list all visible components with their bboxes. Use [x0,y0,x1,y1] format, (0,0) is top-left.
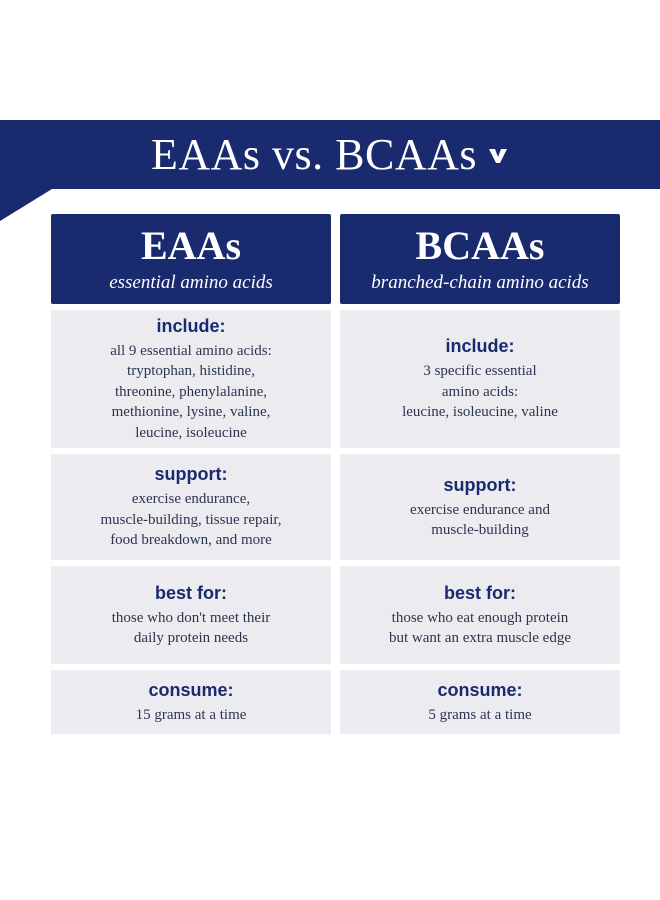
support-cell [340,454,620,560]
best-for-label: best for: [444,582,516,603]
text-line: muscle-building [431,522,529,538]
column-subtitle: branched-chain amino acids [371,272,589,293]
consume-label: consume: [437,679,523,700]
text-line: exercise endurance, [131,491,251,508]
column-subtitle: essential amino acids [109,272,273,293]
check-mark-icon [487,144,509,166]
text-line: tryptophan, histidine, [127,363,255,380]
support-cell [51,454,331,560]
consume-cell [51,670,331,734]
consume-text [428,705,531,726]
support-label: support: [154,464,228,485]
text-line: daily protein needs [133,630,249,646]
support-text [100,489,281,551]
text-line: but want an extra muscle edge [388,630,571,646]
consume-text [136,705,247,726]
banner-tab-decoration [0,189,52,221]
text-line: methionine, lysine, valine, [111,404,271,421]
text-line: exercise endurance and [410,501,550,518]
text-line: leucine, isoleucine, valine [402,404,558,421]
text-line: muscle-building, tissue repair, [100,511,282,528]
text-line: 3 specific essential [423,363,537,380]
support-label: support: [443,474,517,495]
text-line: all 9 essential amino acids: [110,342,272,359]
text-line: those who don't meet their [111,609,271,626]
best-for-text [389,608,571,649]
column-header [51,214,331,304]
consume-label: consume: [148,679,234,700]
text-line: food breakdown, and more [110,532,272,549]
best-for-text [112,608,271,649]
column-title: EAAs [140,223,242,268]
text-line: 5 grams at a time [428,706,532,723]
best-for-cell [340,566,620,664]
include-label: include: [156,315,226,336]
text-line: leucine, isoleucine [135,424,247,441]
consume-cell [340,670,620,734]
bcaas-column [340,214,620,723]
best-for-cell [51,566,331,664]
page-title: EAAs vs. BCAAs [150,129,478,179]
text-line: 15 grams at a time [135,706,247,723]
include-text [402,361,558,423]
support-text [410,500,550,541]
include-cell [340,310,620,448]
column-title: BCAAs [415,223,545,268]
text-line: threonine, phenylalanine, [114,383,268,400]
include-cell [51,310,331,448]
best-for-label: best for: [155,582,227,603]
title-banner [0,120,660,189]
text-line: amino acids: [441,383,519,400]
column-header [340,214,620,304]
include-label: include: [445,336,515,357]
eaas-column [51,214,331,723]
include-text [110,341,272,444]
text-line: those who eat enough protein [391,609,569,626]
